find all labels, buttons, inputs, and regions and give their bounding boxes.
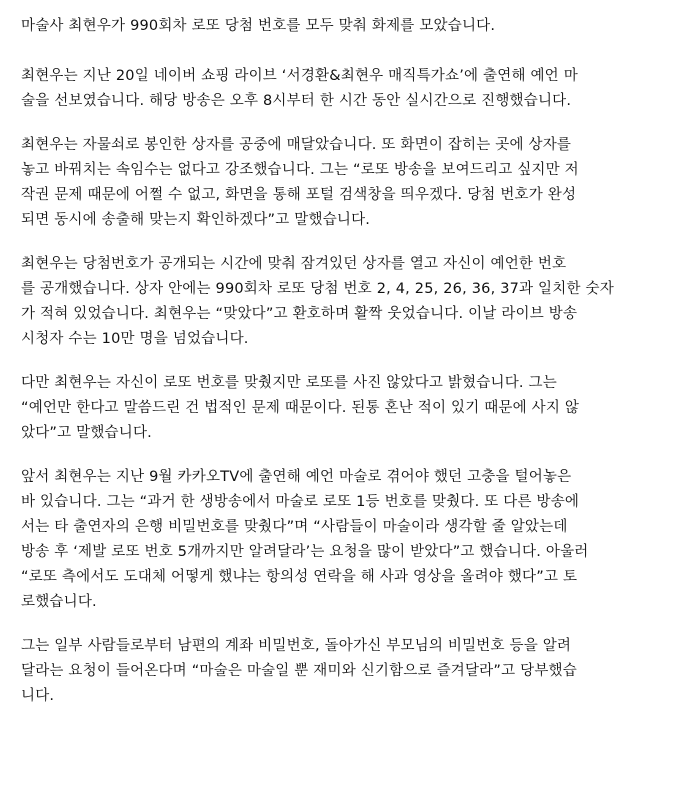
paragraph-line: “로또 측에서도 도대체 어떻게 했냐는 항의성 연락을 해 사과 영상을 올려야 했다”고 토	[21, 569, 578, 585]
paragraph-line: 시청자 수는 10만 명을 넘었습니다.	[21, 331, 249, 347]
paragraph-5	[21, 371, 677, 446]
paragraph-1	[21, 14, 677, 39]
paragraph-4	[21, 252, 677, 352]
paragraph-line: 작권 문제 때문에 어쩔 수 없고, 화면을 통해 포털 검색창을 띄우겠다. 당첨 번호가 완성	[21, 187, 577, 203]
paragraph-line: 앞서 최현우는 지난 9월 카카오TV에 출연해 예언 마술로 겪어야 했던 고충을 털어놓은	[21, 469, 572, 485]
paragraph-line: 로했습니다.	[21, 594, 97, 610]
paragraph-line: 방송 후 ‘제발 로또 번호 5개까지만 알려달라’는 요청을 많이 받았다”고 했습니다. 아울러	[21, 544, 589, 560]
paragraph-line: 술을 선보였습니다. 해당 방송은 오후 8시부터 한 시간 동안 실시간으로 진행했습니다.	[21, 93, 572, 109]
paragraph-line: 달라는 요청이 들어온다며 “마술은 마술일 뿐 재미와 신기함으로 즐겨달라”고 당부했습	[21, 663, 577, 679]
paragraph-7	[21, 634, 677, 709]
paragraph-line: 았다”고 말했습니다.	[21, 425, 152, 441]
paragraph-3	[21, 133, 677, 233]
paragraph-line: 되면 동시에 송출해 맞는지 확인하겠다”고 말했습니다.	[21, 212, 371, 228]
paragraph-line: 최현우는 지난 20일 네이버 쇼핑 라이브 ‘서경환&최현우 매직특가쇼’에 출연해 예언 마	[21, 68, 578, 84]
paragraph-line: 가 적혀 있었습니다. 최현우는 “맞았다”고 환호하며 활짝 웃었습니다. 이날 라이브 방송	[21, 306, 578, 322]
paragraph-line: 그는 일부 사람들로부터 남편의 계좌 비밀번호, 돌아가신 부모님의 비밀번호 등을 알려	[21, 638, 572, 654]
paragraph-line: 최현우는 당첨번호가 공개되는 시간에 맞춰 잠겨있던 상자를 열고 자신이 예언한 번호	[21, 256, 567, 272]
paragraph-2	[21, 64, 677, 114]
paragraph-line: 니다.	[21, 688, 55, 704]
paragraph-line: 최현우는 자물쇠로 봉인한 상자를 공중에 매달았습니다. 또 화면이 잡히는 곳에 상자를	[21, 137, 572, 153]
paragraph-line: 바 있습니다. 그는 “과거 한 생방송에서 마술로 로또 1등 번호를 맞췄다. 또 다른 방송에	[21, 494, 580, 510]
paragraph-line: 서는 타 출연자의 은행 비밀번호를 맞췄다”며 “사람들이 마술이라 생각할 줄 알았는데	[21, 519, 568, 535]
paragraph-line: 다만 최현우는 자신이 로또 번호를 맞췄지만 로또를 사진 않았다고 밝혔습니다. 그는	[21, 375, 557, 391]
paragraph-line: 마술사 최현우가 990회차 로또 당첨 번호를 모두 맞춰 화제를 모았습니다.	[21, 18, 496, 34]
paragraph-line: 를 공개했습니다. 상자 안에는 990회차 로또 당첨 번호 2, 4, 25, 26, 36, 37과 일치한 숫자	[21, 281, 614, 297]
paragraph-line: 놓고 바꿔치는 속임수는 없다고 강조했습니다. 그는 “로또 방송을 보여드리고 싶지만 저	[21, 162, 579, 178]
paragraph-6	[21, 465, 677, 615]
paragraph-line: “예언만 한다고 말씀드린 건 법적인 문제 때문이다. 된통 혼난 적이 있기 때문에 사지 않	[21, 400, 580, 416]
